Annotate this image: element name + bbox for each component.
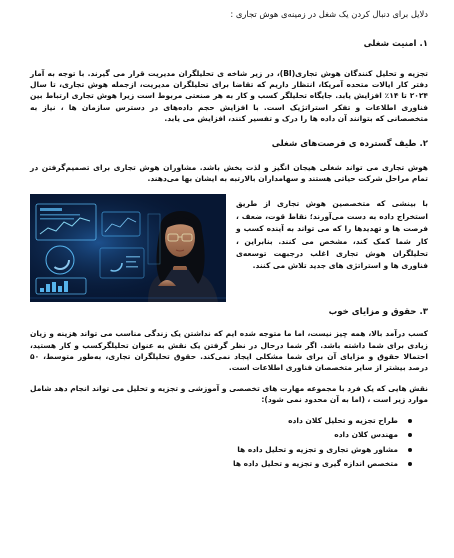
intro-line: دلایل برای دنبال کردن یک شغل در زمینه‌ی هوش تجاری :: [230, 9, 428, 19]
business-intelligence-photo: [30, 194, 226, 302]
list-item: متخصص اندازه گیری و تجزیه و تحلیل داده ها: [30, 457, 398, 472]
text-image-row: [30, 194, 428, 302]
list-item: مهندس کلان داده: [30, 428, 398, 443]
section-heading-salary-benefits: ۳. حقوق و مزایای خوب: [328, 307, 428, 318]
paragraph-career-intro: هوش تجاری می تواند شغلی هیجان انگیز و لذت بخش باشد. مشاوران هوش تجاری برای تصمیم‌گرفتن در تمام مراحل شرکت حیاتی هستند و سهامداران بالارتبه به ایشان بها می‌دهند.: [30, 163, 428, 184]
paragraph-roles-intro: نقش هایی که یک فرد با مجموعه مهارت های تخصصی و آموزشی و تجزیه و تحلیل می تواند انجام دهد شامل موارد زیر است ، (اما به آن محدود نمی شود):: [30, 384, 428, 405]
section-heading-career-opportunities: ۲. طیف گسترده ی فرصت‌های شغلی: [271, 139, 428, 150]
photo-illustration: [30, 194, 226, 302]
list-item: طراح تجزیه و تحلیل کلان داده: [30, 414, 398, 429]
paragraph-salary: کسب درآمد بالا، همه چیز نیست، اما ما متوجه شده ایم که نداشتن یک زندگی مناسب می تواند هزینه و زیان زیادی برای شما داشته باشد. اگر شما درحال در نظر گرفتن یک نقش به عنوان تحلیلگرکسب و کار هستید، احتمالا حقوق و مزایای آن برای شما مشکلی ایجاد نمی‌کند. حقوق تحلیلگران تجاری، به‌طور متوسط، ۵۰ درصد بیشتر از سایر متخصصان فناوری اطلاعات است.: [30, 329, 428, 373]
section-heading-job-security: ۱. امنیت شغلی: [363, 39, 428, 49]
paragraph-job-security: تجزیه و تحلیل کنندگان هوش تجاری(BI)، در زیر شاخه ی تحلیلگران مدیریت قرار می گیرند. با توجه به آمار دفتر کار ایالات متحده آمریکا، انتظار داریم که تقاضا برای تحلیلگران مدیریت، ازجمله هوش تجاری، تا سال ۲۰۲۴ تا ۱۴٪ افزایش یابد. جایگاه تحلیلگر کسب و کار به هر صنعتی مربوط است زیرا هوش تجاری ارتباط بین فناوری اطلاعات و تفکر استراتژیک است. با افزایش حجم داده‌های در دسترس سازمان ها ، نیاز به متخصصانی که بتوانند آن داده ها را درک و تفسیر کنند، افزایش می یابد.: [30, 69, 429, 123]
list-item: مشاور هوش تجاری و تجزیه و تحلیل داده ها: [30, 443, 398, 458]
paragraph-bi-insights: با بینشی که متخصصین هوش تجاری از طریق استخراج داده به دست می‌آورند؛ نقاط قوت، ضعف ، فرصت ها و تهدیدها را که می تواند به آینده کسب و کار شما کمک کند، مشخص می کنند. بنابراین ، تحلیلگران هوش تجاری اغلب درجبهت توسعه‌ی فناوری ها و استراتژی های جدید تلاش می کنند.: [236, 199, 428, 271]
roles-list: [30, 414, 428, 472]
